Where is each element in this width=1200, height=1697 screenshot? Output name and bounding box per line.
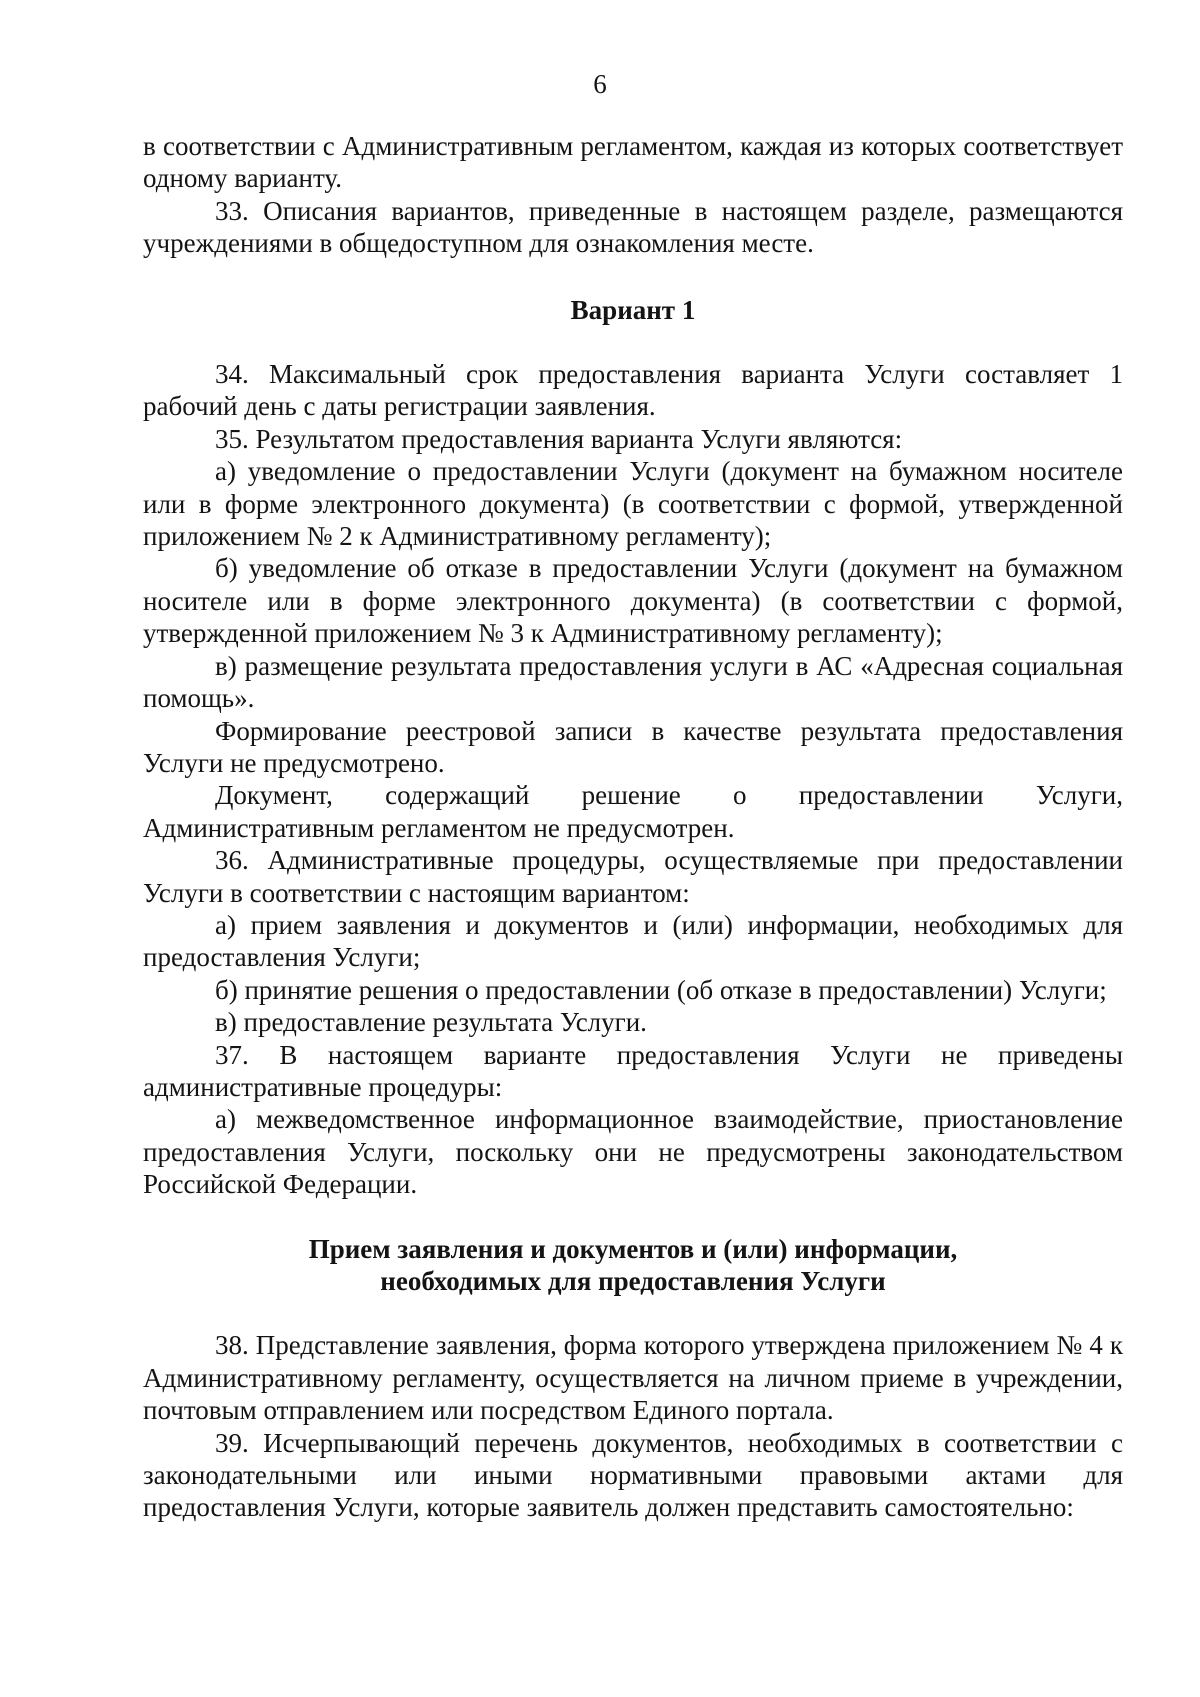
heading-section-line-2: необходимых для предоставления Услуги	[380, 1266, 886, 1296]
heading-variant-1: Вариант 1	[570, 294, 696, 325]
list-item-35-b: б) уведомление об отказе в предоставлении Услуги (документ на бумажном носителе или в форме электронного документа) (в соответствии с формой, утвержденной приложением № 3 к Административному регламенту);	[143, 553, 1123, 649]
list-item-36-b: б) принятие решения о предоставлении (об отказе в предоставлении) Услуги;	[215, 974, 1107, 1005]
list-item-35-a: а) уведомление о предоставлении Услуги (документ на бумажном носителе или в форме электронного документа) (в соответствии с формой, утвержденной приложением № 2 к Административному регламенту);	[143, 456, 1123, 552]
paragraph-37: 37. В настоящем варианте предоставления Услуги не приведены административные процедуры:	[143, 1039, 1123, 1102]
heading-section-line-1: Прием заявления и документов и (или) информации,	[308, 1233, 958, 1264]
paragraph-33: 33. Описания вариантов, приведенные в настоящем разделе, размещаются учреждениями в общедоступном для ознакомления месте.	[143, 195, 1123, 259]
document-body	[143, 130, 1123, 1524]
paragraph-38: 38. Представление заявления, форма которого утверждена приложением № 4 к Административному регламенту, осуществляется на личном приеме в учреждении, почтовым отправлением или посредством Единого портала.	[143, 1330, 1123, 1426]
paragraph-35: 35. Результатом предоставления варианта Услуги являются:	[215, 423, 903, 454]
paragraph-registry-record: Формирование реестровой записи в качестве результата предоставления Услуги не предусмотрено.	[143, 715, 1123, 778]
paragraph-34: 34. Максимальный срок предоставления варианта Услуги составляет 1 рабочий день с даты регистрации заявления.	[143, 359, 1123, 422]
page-number: 6	[593, 69, 607, 99]
list-item-36-c: в) предоставление результата Услуги.	[215, 1007, 647, 1038]
paragraph-decision-document: Документ, содержащий решение о предоставлении Услуги, Административным регламентом не предусмотрен.	[143, 780, 1123, 843]
paragraph-continuation: в соответствии с Административным регламентом, каждая из которых соответствует одному варианту.	[143, 131, 1123, 194]
paragraph-36: 36. Административные процедуры, осуществляемые при предоставлении Услуги в соответствии с настоящим вариантом:	[143, 845, 1123, 908]
list-item-36-a: а) прием заявления и документов и (или) информации, необходимых для предоставления Услуги;	[143, 909, 1123, 973]
list-item-35-c: в) размещение результата предоставления услуги в АС «Адресная социальная помощь».	[143, 650, 1123, 714]
paragraph-39: 39. Исчерпывающий перечень документов, необходимых в соответствии с законодательными или иными нормативными правовыми актами для предоставления Услуги, которые заявитель должен представить самостоятельно:	[143, 1427, 1123, 1523]
heading-section-application	[143, 1233, 1123, 1298]
list-item-37-a: а) межведомственное информационное взаимодействие, приостановление предоставления Услуги, поскольку они не предусмотрены законодательством Российской Федерации.	[143, 1104, 1123, 1200]
